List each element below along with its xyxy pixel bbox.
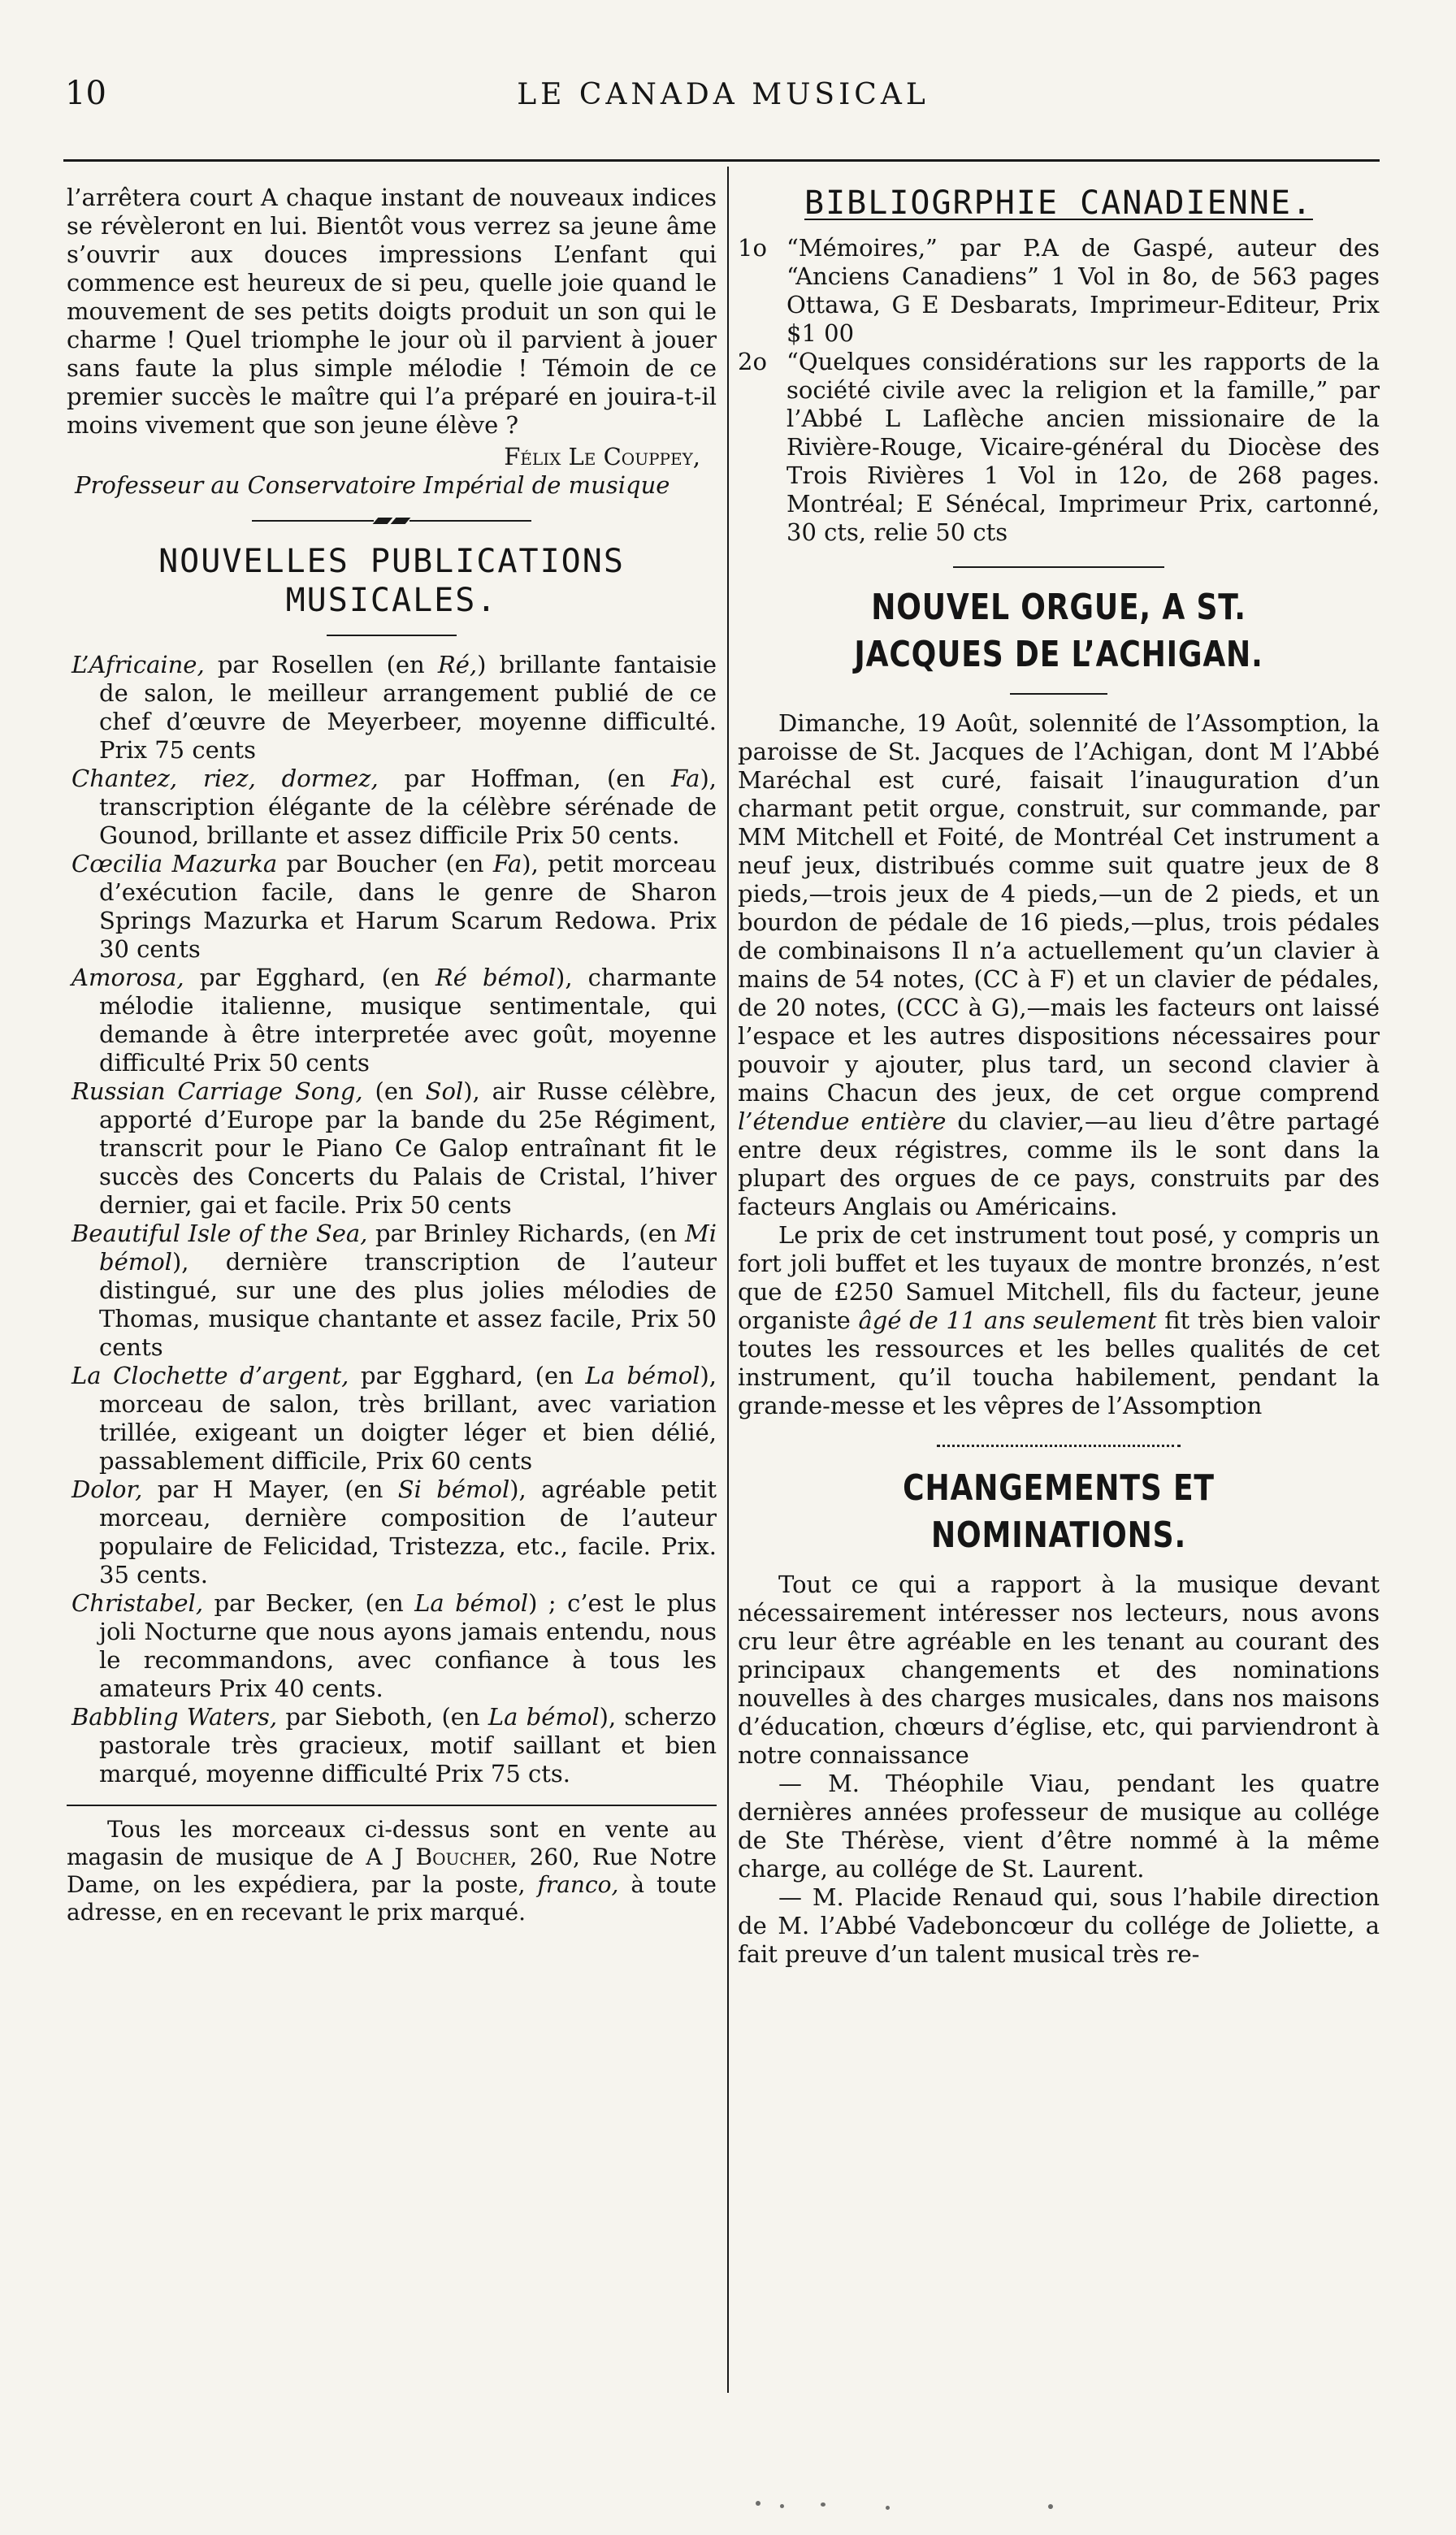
changes-paragraph: — M. Théophile Viau, pendant les quatre dernières années professeur de musique au collége de Ste Thérèse, vient d’être nommé à la même charge, au collége de St. Laurent. — [738, 1770, 1380, 1883]
section-rule — [327, 635, 457, 636]
bibliography-item: 2o “Quelques considérations sur les rapports de la société civile avec la religion et la famille,” par l’Abbé L Laflèche ancien missionaire de la Rivière-Rouge, Vicaire-général du Diocèse des Trois Rivières 1 Vol in 12o, de 268 pages. Montréal; E Sénécal, Imprimeur Prix, cartonné, 30 cts, relie 50 cts — [738, 348, 1380, 546]
print-speck — [780, 2504, 784, 2508]
bibliography-item: 1o “Mémoires,” par P.A de Gaspé, auteur des “Anciens Canadiens” 1 Vol in 8o, de 563 pages Ottawa, G E Desbarats, Imprimeur-Editeur, Prix $1 00 — [738, 234, 1380, 347]
publication-item: La Clochette d’argent, par Egghard, (en La bémol), morceau de salon, très brillant, avec variation trillée, exigeant un doigter léger et bien délié, passablement difficile, Prix 60 cents — [72, 1362, 717, 1475]
changes-paragraph: — M. Placide Renaud qui, sous l’habile direction de M. l’Abbé Vadeboncœur du collége de Joliette, a fait preuve d’un talent musical très re- — [738, 1883, 1380, 1968]
publication-list — [67, 651, 717, 1788]
column-divider — [727, 167, 729, 2393]
right-column — [738, 184, 1380, 1969]
ornament-divider — [67, 518, 717, 524]
print-speck — [821, 2502, 826, 2507]
wavy-divider — [937, 1445, 1181, 1447]
section-title-bibliography: BIBLIOGRPHIE CANADIENNE. — [804, 184, 1313, 222]
bibliography-number: 2o — [738, 348, 767, 375]
footnote: Tous les morceaux ci-dessus sont en vente au magasin de musique de A J Boucher, 260, Rue Notre Dame, on les expédiera, par la poste, franco, à toute adresse, en en recevant le prix marqué. — [67, 1816, 717, 1926]
page-number: 10 — [65, 75, 106, 112]
publication-item: Chantez, riez, dormez, par Hoffman, (en Fa), transcription élégante de la célèbre sérénade de Gounod, brillante et assez difficile Prix 50 cents. — [72, 765, 717, 849]
section-rule — [1010, 693, 1107, 695]
journal-title: LE CANADA MUSICAL — [517, 78, 930, 111]
changes-paragraph: Tout ce qui a rapport à la musique devant nécessairement intéresser nos lecteurs, nous avons cru leur être agréable en les tenant au courant des principaux changements et des nominations nouvelles à des charges musicales, dans nos maisons d’éducation, chœurs d’église, etc, qui parviendront à notre connaissance — [738, 1571, 1380, 1769]
publication-item: Cœcilia Mazurka par Boucher (en Fa), petit morceau d’exécution facile, dans le genre de Sharon Springs Mazurka et Harum Scarum Redowa. Prix 30 cents — [72, 850, 717, 963]
publication-item: L’Africaine, par Rosellen (en Ré,) brillante fantaisie de salon, le meilleur arrangement publié de ce chef d’œuvre de Meyerbeer, moyenne difficulté. Prix 75 cents — [72, 651, 717, 764]
affiliation: Professeur au Conservatoire Impérial de musique — [75, 471, 670, 499]
organ-paragraph: Le prix de cet instrument tout posé, y compris un fort joli buffet et les tuyaux de montre bronzés, n’est que de £250 Samuel Mitchell, fils du facteur, jeune organiste âgé de 11 ans seulement fit très bien valoir toutes les ressources et les belles qualités de cet instrument, qu’il toucha habilement, pendant la grande-messe et les vêpres de l’Assomption — [738, 1221, 1380, 1419]
organ-paragraph: Dimanche, 19 Août, solennité de l’Assomption, la paroisse de St. Jacques de l’Achigan, dont M l’Abbé Maréchal est curé, faisait l’inauguration d’un charmant petit orgue, construit, sur commande, par MM Mitchell et Foité, de Montréal Cet instrument a neuf jeux, distribués comme suit quatre jeux de 8 pieds,—trois jeux de 4 pieds,—un de 2 pieds, et un bourdon de pédale de 16 pieds,—plus, trois pédales de combinaisons Il n’a actuellement qu’un clavier à mains de 54 notes, (CC à F) et un clavier de pédales, de 20 notes, (CCC à G),—mais les facteurs ont laissé l’espace et les autres dispositions nécessaires pour pouvoir y ajouter, plus tard, un second clavier à mains Chacun des jeux, de cet orgue comprend l’étendue entière du clavier,—au lieu d’être partagé entre deux régistres, comme ils le sont dans la plupart des orgues de ce pays, construits par des facteurs Anglais ou Américains. — [738, 709, 1380, 1220]
publication-item: Russian Carriage Song, (en Sol), air Russe célèbre, apporté d’Europe par la bande du 25e Régiment, transcrit pour le Piano Ce Galop entraînant fit le succès des Concerts du Palais de Cristal, l’hiver dernier, gai et facile. Prix 50 cents — [72, 1077, 717, 1219]
section-title-organ: NOUVEL ORGUE, A ST. JACQUES DE L’ACHIGAN. — [854, 587, 1263, 675]
publication-item: Beautiful Isle of the Sea, par Brinley Richards, (en Mi bémol), dernière transcription de l’auteur distingué, sur une des plus jolies mélodies de Thomas, musique chantante et assez facile, Prix 50 cents — [72, 1220, 717, 1361]
print-speck — [886, 2506, 890, 2510]
bibliography-number: 1o — [738, 234, 767, 262]
intro-paragraph: l’arrêtera court A chaque instant de nouveaux indices se révèleront en lui. Bientôt vous verrez sa jeune âme s’ouvrir aux douces impressions L’enfant qui commence est heureux de si peu, quelle joie quand le mouvement de ses petits doigts produit un son qui le charme ! Quel triomphe le jour où il parvient à jouer sans faute la plus simple mélodie ! Témoin de ce premier succès le maître qui l’a préparé en jouira-t-il moins vivement que son jeune élève ? — [67, 184, 717, 439]
publication-item: Babbling Waters, par Sieboth, (en La bémol), scherzo pastorale très gracieux, motif saillant et bien marqué, moyenne difficulté Prix 75 cts. — [72, 1703, 717, 1788]
section-title-publications: NOUVELLES PUBLICATIONS MUSICALES. — [158, 543, 625, 619]
section-title-changes: CHANGEMENTS ET NOMINATIONS. — [903, 1467, 1215, 1556]
running-head — [65, 75, 1381, 124]
publication-item: Christabel, par Becker, (en La bémol) ; c’est le plus joli Nocturne que nous ayons jamais entendu, nous le recommandons, avec confiance à tous les amateurs Prix 40 cents. — [72, 1589, 717, 1702]
section-rule — [953, 566, 1164, 568]
print-speck — [756, 2501, 760, 2506]
footnote-rule — [67, 1805, 717, 1806]
print-speck — [1048, 2504, 1053, 2509]
left-column — [67, 184, 717, 1926]
signature: Félix Le Couppey, — [504, 443, 700, 470]
publication-item: Amorosa, par Egghard, (en Ré bémol), charmante mélodie italienne, musique sentimentale, qui demande à être interpretée avec goût, moyenne difficulté Prix 50 cents — [72, 964, 717, 1077]
header-rule — [63, 159, 1380, 162]
publication-item: Dolor, par H Mayer, (en Si bémol), agréable petit morceau, dernière composition de l’auteur populaire de Felicidad, Tristezza, etc., facile. Prix. 35 cents. — [72, 1476, 717, 1588]
